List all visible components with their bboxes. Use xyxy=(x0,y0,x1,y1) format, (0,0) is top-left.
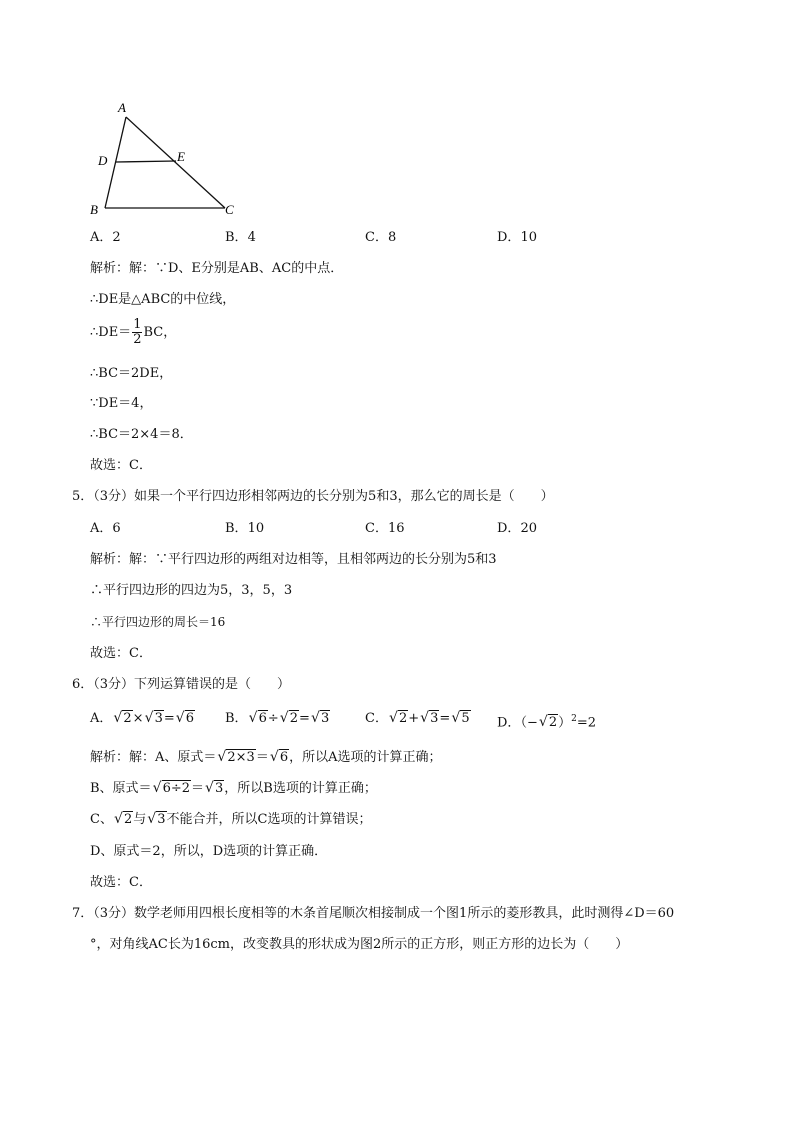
q4-analysis-line-2: ∴DE是△ABC的中位线， xyxy=(90,292,236,307)
exponent: 2 xyxy=(571,714,577,724)
label-d: D xyxy=(98,153,108,168)
option-letter: D． xyxy=(497,521,521,536)
option-letter: B． xyxy=(225,230,248,245)
radicand: 3 xyxy=(215,781,224,796)
q6-option-c[interactable] xyxy=(365,711,471,727)
radicand: 2 xyxy=(398,711,408,726)
radicand: 2 xyxy=(123,812,133,827)
triangle-figure xyxy=(80,95,250,220)
analysis-suffix: ，所以B选项的计算正确； xyxy=(224,781,377,796)
operator: ÷ xyxy=(267,711,279,726)
analysis-mid: 与 xyxy=(133,812,147,827)
q5-stem: 5．（3分）如果一个平行四边形相邻两边的长分别为5和3，那么它的周长是（ ） xyxy=(72,489,554,504)
option-value: 10 xyxy=(247,521,265,536)
q5-answer: 故选：C． xyxy=(90,646,152,661)
sqrt-symbol xyxy=(420,711,439,727)
q7-stem-line-1: 7．（3分）数学老师用四根长度相等的木条首尾顺次相接制成一个图1所示的菱形教具，此时测得∠D＝60 xyxy=(72,906,675,921)
sqrt-symbol xyxy=(153,781,191,797)
q6-analysis-line-1 xyxy=(90,750,442,766)
radicand: 3 xyxy=(320,711,330,726)
radicand: 3 xyxy=(154,711,163,726)
q6-analysis-line-4: D、原式＝2，所以，D选项的计算正确． xyxy=(90,844,328,859)
radicand: 3 xyxy=(430,711,439,726)
q6-option-b[interactable] xyxy=(225,711,330,727)
q6-answer: 故选：C． xyxy=(90,875,152,890)
analysis-prefix: 解析：解：A、原式＝ xyxy=(90,750,217,765)
radicand: 6÷2 xyxy=(162,781,190,796)
sqrt-symbol xyxy=(147,812,166,828)
q6-analysis-line-2 xyxy=(90,781,377,797)
label-c: C xyxy=(225,202,234,217)
q5-option-b[interactable] xyxy=(225,521,264,537)
q4-analysis-line-4: ∴BC＝2DE， xyxy=(90,366,173,381)
segment-de xyxy=(116,161,176,162)
sqrt-symbol xyxy=(280,711,299,727)
radicand: 2×3 xyxy=(227,750,255,765)
option-letter: B． xyxy=(225,521,248,536)
radicand: 2 xyxy=(123,711,132,726)
sqrt-symbol xyxy=(217,750,255,766)
q6-analysis-line-3 xyxy=(90,812,371,828)
option-letter: A． xyxy=(90,230,113,245)
sqrt-symbol xyxy=(270,750,289,766)
sqrt-symbol xyxy=(249,711,268,727)
sqrt-symbol xyxy=(114,812,133,828)
option-value: 8 xyxy=(387,230,397,245)
fraction-numerator: 1 xyxy=(133,317,142,332)
option-letter: C． xyxy=(365,521,388,536)
q5-analysis-line-1: 解析：解：∵平行四边形的两组对边相等，且相邻两边的长分别为5和3 xyxy=(90,552,497,567)
option-value: 6 xyxy=(112,521,121,536)
result: =2 xyxy=(576,715,597,731)
sqrt-symbol xyxy=(311,711,330,727)
analysis-mid: ＝ xyxy=(191,781,205,796)
option-value: 10 xyxy=(520,230,537,245)
q5-option-a[interactable] xyxy=(90,521,121,537)
q7-stem-line-2: °，对角线AC长为16cm，改变教具的形状成为图2所示的正方形，则正方形的边长为（ ） xyxy=(90,937,629,952)
q4-analysis-line-5: ∵DE＝4， xyxy=(90,396,153,411)
option-letter: B． xyxy=(225,711,248,726)
radicand: 2 xyxy=(289,711,299,726)
q6-option-d[interactable] xyxy=(497,711,596,731)
option-letter: D． xyxy=(497,230,521,245)
operator: + xyxy=(408,711,420,726)
fraction-denominator: 2 xyxy=(133,332,142,347)
analysis-prefix: C、 xyxy=(90,812,113,827)
label-b: B xyxy=(90,202,98,217)
q5-option-c[interactable] xyxy=(365,521,405,537)
radicand: 6 xyxy=(258,711,267,726)
sqrt-symbol xyxy=(539,715,558,731)
option-letter: C． xyxy=(365,711,388,726)
equals: = xyxy=(439,711,451,726)
q4-answer: 故选：C． xyxy=(90,458,152,473)
q5-analysis-line-3: ∴平行四边形的周长＝16 xyxy=(90,615,226,629)
q4-option-c[interactable] xyxy=(365,230,396,246)
label-a: A xyxy=(118,100,126,115)
analysis-prefix: ∴DE＝ xyxy=(90,325,132,340)
q4-option-d[interactable] xyxy=(497,230,537,246)
sqrt-symbol xyxy=(451,711,470,727)
analysis-suffix: 不能合并，所以C选项的计算错误； xyxy=(166,812,372,827)
q4-analysis-line-3 xyxy=(90,318,176,348)
paren-open: （− xyxy=(520,715,538,731)
option-letter: D． xyxy=(497,715,521,731)
radicand: 2 xyxy=(548,715,558,731)
q4-analysis-line-1: 解析：解：∵D、E分别是AB、AC的中点． xyxy=(90,261,344,276)
q5-option-d[interactable] xyxy=(497,521,537,537)
option-letter: A． xyxy=(90,521,113,536)
side-ac xyxy=(126,117,225,208)
radicand: 5 xyxy=(461,711,470,726)
sqrt-symbol xyxy=(176,711,195,727)
paren-close: ） xyxy=(558,715,572,731)
q4-option-a[interactable] xyxy=(90,230,121,246)
fraction-half xyxy=(132,318,142,347)
analysis-prefix: B、原式＝ xyxy=(90,781,152,796)
option-value: 16 xyxy=(387,521,405,536)
sqrt-symbol xyxy=(113,711,132,727)
analysis-suffix: ，所以A选项的计算正确； xyxy=(289,750,442,765)
q6-option-a[interactable] xyxy=(90,711,195,727)
q4-analysis-line-6: ∴BC＝2×4＝8． xyxy=(90,427,193,442)
q4-option-b[interactable] xyxy=(225,230,256,246)
analysis-mid: ＝ xyxy=(255,750,269,765)
option-value: 20 xyxy=(520,521,537,536)
option-letter: C． xyxy=(365,230,388,245)
equals: = xyxy=(299,711,310,726)
equals: = xyxy=(163,711,175,726)
analysis-suffix: BC， xyxy=(143,325,177,340)
sqrt-symbol xyxy=(145,711,164,727)
sqrt-symbol xyxy=(205,781,224,797)
option-value: 2 xyxy=(112,230,121,245)
radicand: 6 xyxy=(185,711,195,726)
label-e: E xyxy=(177,149,185,164)
radicand: 3 xyxy=(157,812,166,827)
radicand: 6 xyxy=(279,750,289,765)
sqrt-symbol xyxy=(389,711,408,727)
option-value: 4 xyxy=(247,230,256,245)
q5-analysis-line-2: ∴平行四边形的四边为5，3，5，3 xyxy=(90,583,293,598)
operator: × xyxy=(132,711,144,726)
q6-stem: 6．（3分）下列运算错误的是（ ） xyxy=(72,677,291,692)
option-letter: A． xyxy=(90,711,113,726)
